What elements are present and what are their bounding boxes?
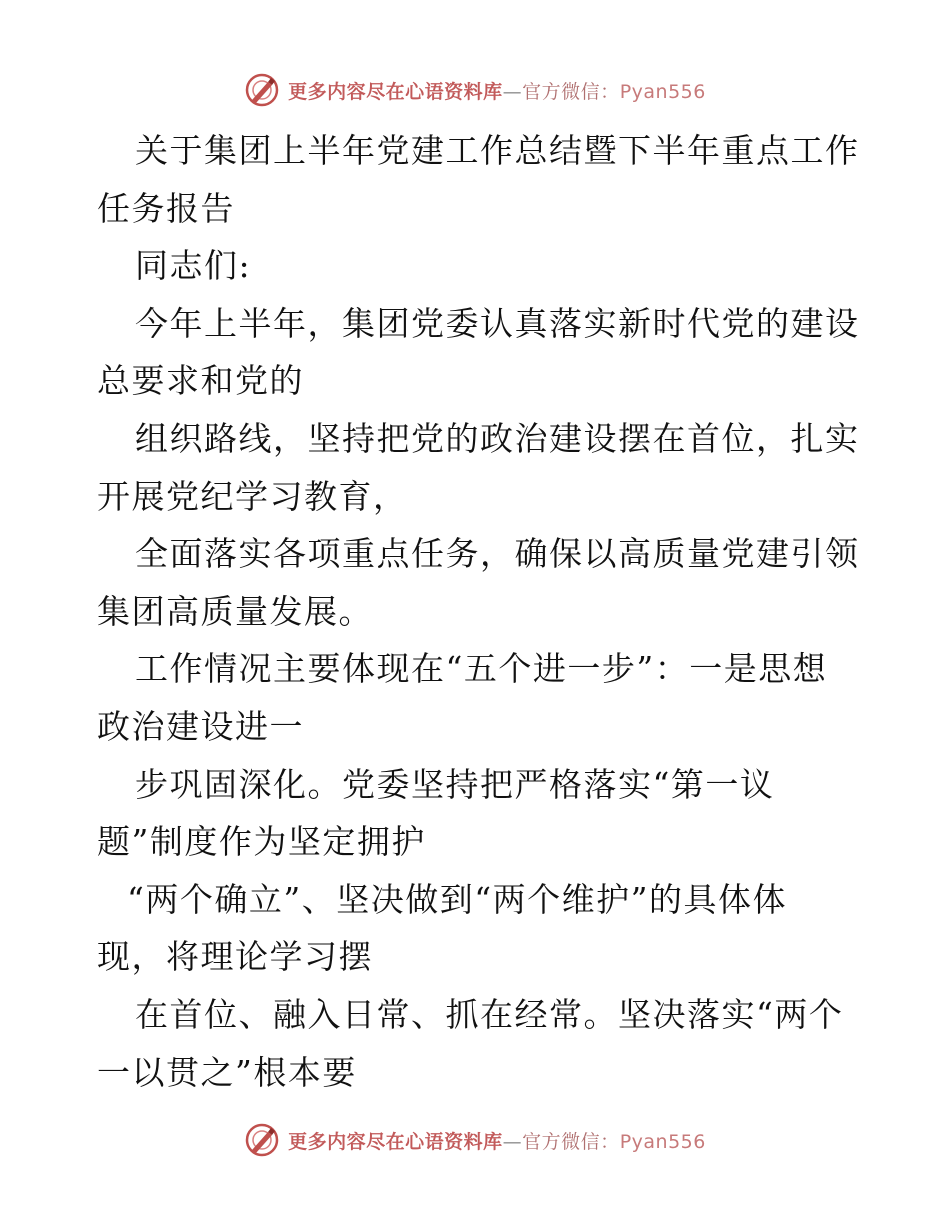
footer-wechat-label: 官方微信： [522,1130,620,1153]
paragraph-line: 一以贯之”根本要 [97,1052,357,1092]
header-wechat-label: 官方微信： [522,80,620,103]
header-banner [0,70,950,110]
footer-brand: 更多内容尽在心语资料库 [288,1130,503,1153]
footer-separator: — [502,1130,523,1153]
pen-logo-icon [244,72,280,108]
doc-title-line-2: 任务报告 [97,188,235,228]
paragraph-line: 开展党纪学习教育， [97,476,408,516]
footer-banner [0,1120,950,1160]
footer-wechat-id: Pyan556 [619,1130,706,1153]
footer-banner-text [288,1127,706,1154]
header-banner-text [288,77,706,104]
paragraph-line: “两个确立”、坚决做到“两个维护”的具体体 [127,879,787,919]
header-brand: 更多内容尽在心语资料库 [288,80,503,103]
pen-logo-icon [244,1122,280,1158]
paragraph-line: 步巩固深化。党委坚持把严格落实“第一议 [135,764,775,804]
paragraph-line: 集团高质量发展。 [97,591,373,631]
paragraph-line: 题”制度作为坚定拥护 [97,822,426,862]
header-wechat-id: Pyan556 [619,80,706,103]
document-body [97,122,860,1101]
paragraph-line: 今年上半年，集团党委认真落实新时代党的建设 [135,303,860,343]
paragraph-line: 在首位、融入日常、抓在经常。坚决落实“两个 [135,994,844,1034]
paragraph-line: 工作情况主要体现在“五个进一步”：一是思想 [135,649,828,689]
header-separator: — [502,80,523,103]
doc-title-line-1: 关于集团上半年党建工作总结暨下半年重点工作 [135,131,860,170]
salutation: 同志们: [135,246,252,286]
paragraph-line: 政治建设进一 [97,706,304,746]
paragraph-line: 现，将理论学习摆 [97,937,373,977]
paragraph-line: 组织路线，坚持把党的政治建设摆在首位，扎实 [135,418,860,458]
paragraph-line: 总要求和党的 [97,361,304,401]
paragraph-line: 全面落实各项重点任务，确保以高质量党建引领 [135,534,860,574]
